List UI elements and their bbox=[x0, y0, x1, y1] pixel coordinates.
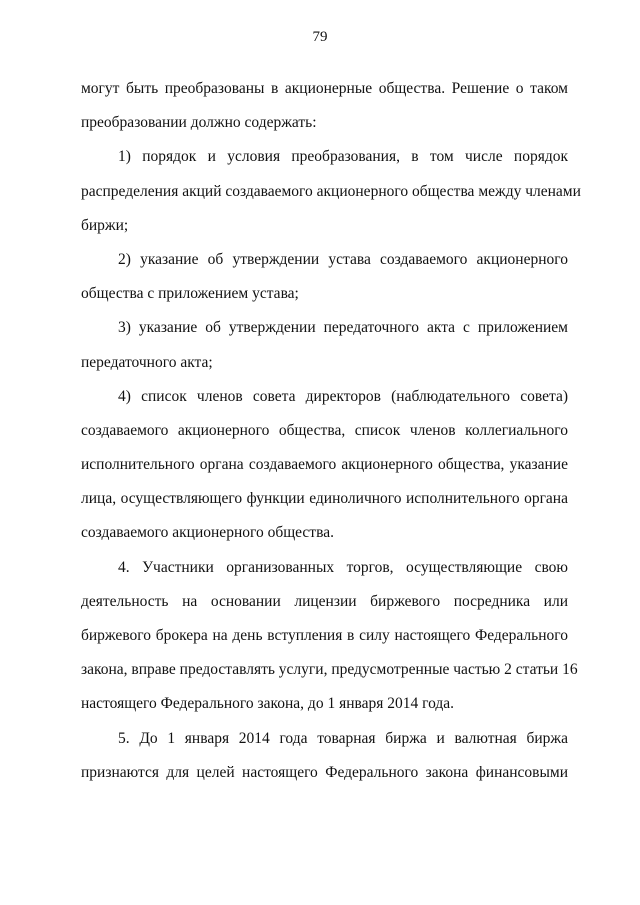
text-line: настоящего Федерального закона, до 1 января 2014 года. bbox=[81, 695, 455, 713]
text-line: исполнительного органа создаваемого акционерного общества, указание bbox=[81, 456, 568, 474]
text-line: деятельность на основании лицензии биржевого посредника или bbox=[81, 592, 568, 610]
text-line: 1) порядок и условия преобразования, в том числе порядок bbox=[118, 148, 568, 166]
text-line: лица, осуществляющего функции единоличного исполнительного органа bbox=[81, 490, 568, 508]
text-line: передаточного акта; bbox=[81, 353, 213, 371]
text-line: биржевого брокера на день вступления в силу настоящего Федерального bbox=[81, 627, 568, 644]
paragraph bbox=[81, 140, 581, 243]
paragraph bbox=[81, 72, 568, 140]
text-line: 3) указание об утверждении передаточного акта с приложением bbox=[118, 319, 568, 337]
paragraph bbox=[81, 243, 568, 311]
text-line: 4. Участники организованных торгов, осуществляющие свою bbox=[118, 558, 568, 576]
paragraph bbox=[81, 380, 568, 551]
page-number: 79 bbox=[312, 29, 328, 45]
text-line: признаются для целей настоящего Федерального закона финансовыми bbox=[81, 763, 568, 781]
paragraph bbox=[81, 311, 568, 379]
text-line: 2) указание об утверждении устава создаваемого акционерного bbox=[118, 250, 568, 268]
text-line: 4) список членов совета директоров (наблюдательного совета) bbox=[118, 387, 568, 405]
text-line: общества с приложением устава; bbox=[81, 285, 299, 303]
text-line: могут быть преобразованы в акционерные общества. Решение о таком bbox=[81, 80, 568, 97]
paragraph bbox=[81, 551, 578, 722]
text-line: закона, вправе предоставлять услуги, предусмотренные частью 2 статьи 16 bbox=[81, 661, 578, 679]
text-line: преобразовании должно содержать: bbox=[81, 114, 317, 132]
text-line: 5. До 1 января 2014 года товарная биржа и валютная биржа bbox=[118, 729, 568, 747]
text-line: создаваемого акционерного общества. bbox=[81, 524, 334, 542]
text-line: биржи; bbox=[81, 216, 129, 234]
text-line: создаваемого акционерного общества, список членов коллегиального bbox=[81, 421, 568, 439]
text-line: распределения акций создаваемого акционерного общества между членами bbox=[81, 182, 581, 200]
paragraph bbox=[81, 722, 568, 790]
document-body bbox=[81, 72, 581, 790]
